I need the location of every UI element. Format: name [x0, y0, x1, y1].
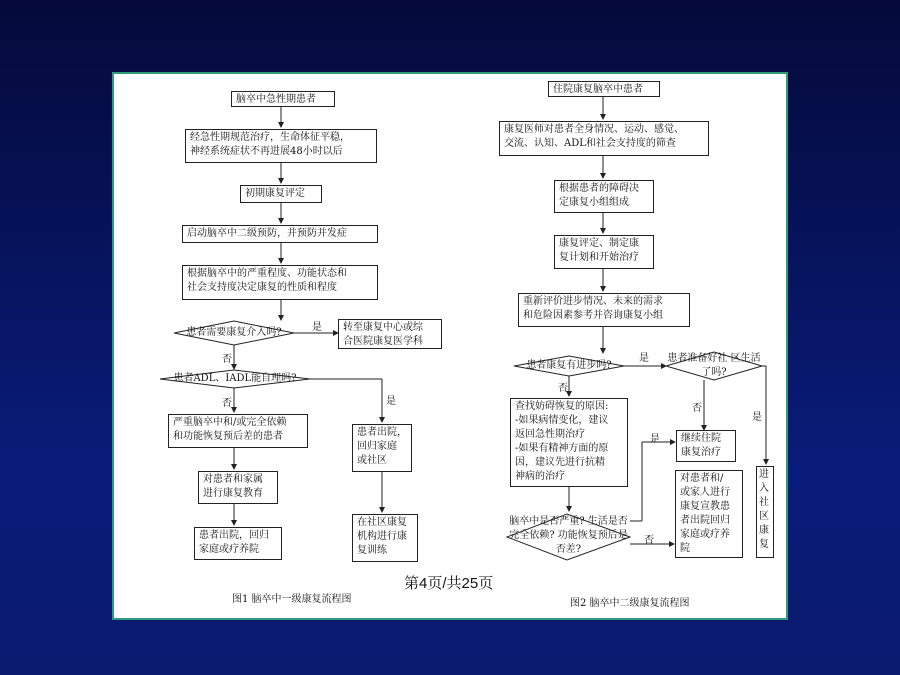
decision-adl-self-care: 患者ADL、IADL能自理吗? [173, 373, 297, 384]
label-no: 否 [692, 403, 702, 414]
box-discharge-community: 患者出院， 回归家庭 或社区 [352, 424, 412, 472]
box-initial-assessment: 初期康复评定 [240, 185, 322, 203]
box-screening: 康复医师对患者全身情况、运动、感觉、 交流、认知、ADL和社会支持度的筛查 [499, 121, 709, 156]
box-find-causes: 查找妨碍恢复的原因: -如果病情变化，建议 返回急性期治疗 -如果有精神方面的原 因，建议先进行抗精 神病的治疗 [510, 398, 628, 487]
decision-progress: 患者康复有进步吗? [526, 360, 612, 371]
label-no: 否 [222, 398, 232, 409]
label-no: 否 [558, 383, 568, 394]
box-discharge-home: 患者出院，回归 家庭或疗养院 [194, 527, 282, 560]
label-yes: 是 [752, 412, 762, 423]
box-community-training: 在社区康复 机构进行康 复训练 [352, 514, 418, 562]
box-secondary-prevention: 启动脑卒中二级预防，并预防并发症 [182, 225, 378, 243]
decision-community-ready: 患者准备好社 区生活了吗? [667, 353, 761, 378]
label-no: 否 [644, 535, 654, 546]
decision-severity: 脑卒中是否严重? 生活是否完全依赖? 功能恢复预后是否差? [509, 516, 628, 555]
box-transfer-rehab-center: 转至康复中心或综 合医院康复医学科 [338, 319, 442, 349]
caption-figure-2: 图2 脑卒中二级康复流程图 [570, 598, 690, 609]
caption-figure-1: 图1 脑卒中一级康复流程图 [232, 594, 352, 605]
box-rehab-plan: 康复评定、制定康 复计划和开始治疗 [554, 235, 654, 269]
box-severe-dependent: 严重脑卒中和/或完全依赖 和功能恢复预后差的患者 [168, 414, 308, 448]
page-indicator: 第4页/共25页 [404, 575, 494, 592]
box-decide-rehab: 根据脑卒中的严重程度、功能状态和 社会支持度决定康复的性质和程度 [182, 265, 378, 300]
flowchart-panel [112, 72, 788, 620]
box-family-education: 对患者和家属 进行康复教育 [198, 471, 278, 504]
box-inpatient: 住院康复脑卒中患者 [548, 81, 660, 97]
box-continue-inpatient: 继续住院 康复治疗 [676, 430, 736, 462]
box-acute-patient: 脑卒中急性期患者 [231, 91, 335, 107]
label-yes: 是 [650, 434, 660, 445]
label-yes: 是 [386, 396, 396, 407]
box-rehab-team: 根据患者的障碍决 定康复小组组成 [554, 180, 654, 213]
box-community-rehab: 进 入 社 区 康 复 [756, 466, 774, 558]
decision-needs-rehab: 患者需要康复介入吗? [186, 327, 282, 338]
label-yes: 是 [639, 353, 649, 364]
box-acute-treatment: 经急性期规范治疗，生命体征平稳， 神经系统症状不再进展48小时以后 [185, 129, 377, 163]
box-education-discharge: 对患者和/ 或家人进行 康复宣教患 者出院回归 家庭或疗养 院 [675, 470, 743, 558]
label-yes: 是 [312, 322, 322, 333]
label-no: 否 [222, 354, 232, 365]
box-re-evaluate: 重新评价进步情况、未来的需求 和危险因素参考并咨询康复小组 [518, 293, 690, 327]
